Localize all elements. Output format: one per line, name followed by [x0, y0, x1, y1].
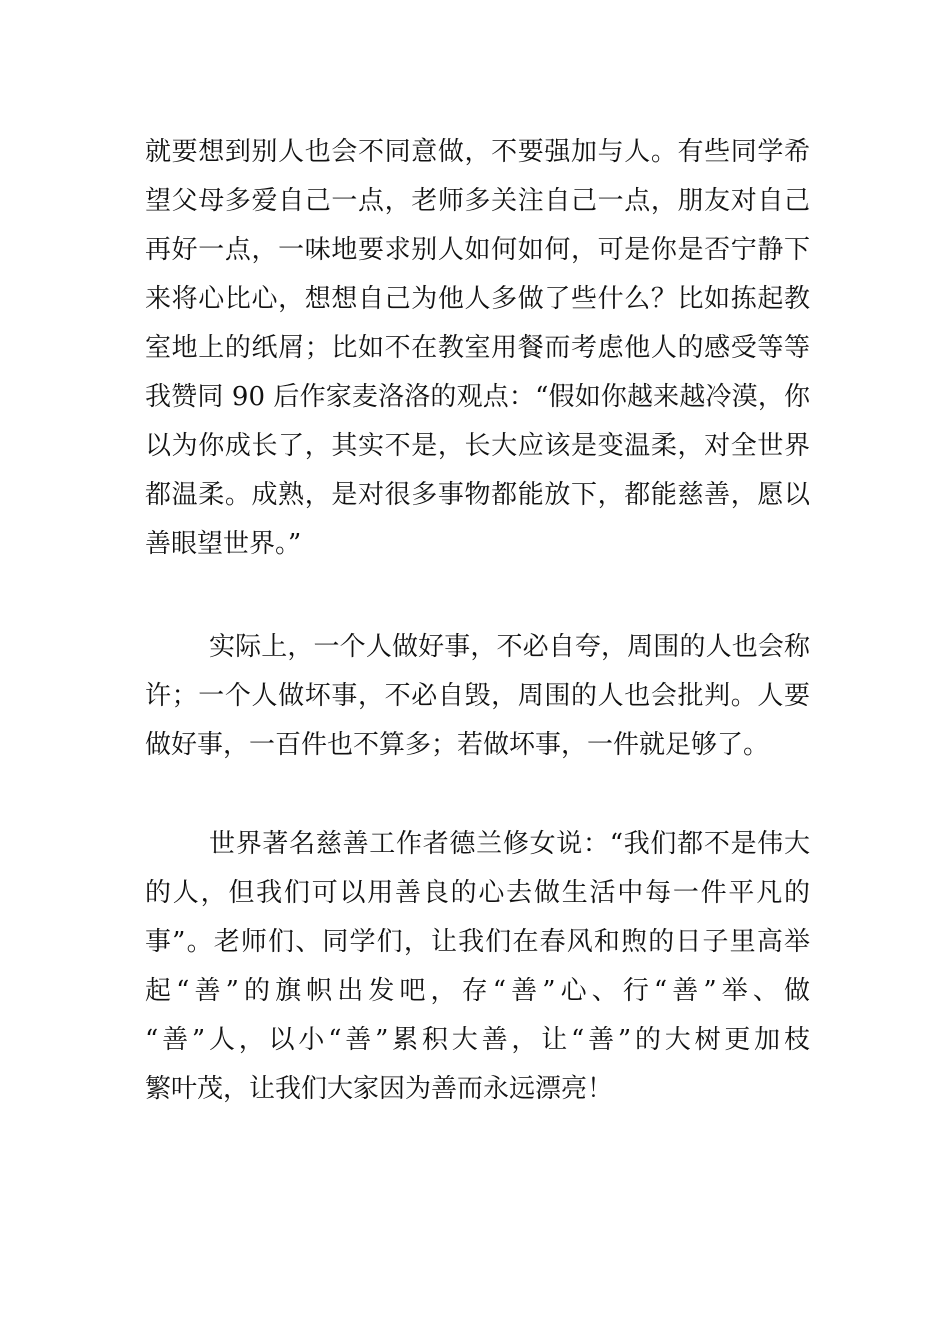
paragraph-2 — [145, 623, 810, 770]
text-line: 的人，但我们可以用善良的心去做生活中每一件平凡的 — [145, 878, 810, 908]
text-line: 再好一点，一味地要求别人如何如何，可是你是否宁静下 — [145, 235, 810, 265]
text-line: 实际上，一个人做好事，不必自夸，周围的人也会称 — [209, 632, 810, 662]
text-line: 繁叶茂，让我们大家因为善而永远漂亮！ — [145, 1074, 614, 1104]
text-line: 以为你成长了，其实不是，长大应该是变温柔，对全世界 — [145, 431, 810, 461]
text-line: 许；一个人做坏事，不必自毁，周围的人也会批判。人要 — [145, 681, 810, 711]
text-line: 做好事，一百件也不算多；若做坏事，一件就足够了。 — [145, 730, 770, 760]
paragraph-3 — [145, 820, 810, 1114]
text-line: 起“善”的旗帜出发吧，存“善”心、行“善”举、做 — [145, 976, 810, 1006]
text-line: 世界著名慈善工作者德兰修女说：“我们都不是伟大 — [209, 829, 810, 859]
text-line: “善”人，以小“善”累积大善，让“善”的大树更加枝 — [145, 1025, 810, 1055]
text-line: 事”。老师们、同学们，让我们在春风和煦的日子里高举 — [145, 927, 810, 957]
text-line: 我赞同 90 后作家麦洛洛的观点：“假如你越来越冷漠，你 — [145, 382, 810, 412]
text-line: 来将心比心，想想自己为他人多做了些什么？比如拣起教 — [145, 284, 810, 314]
text-line: 善眼望世界。” — [145, 529, 302, 559]
text-line: 望父母多爱自己一点，老师多关注自己一点，朋友对自己 — [145, 186, 810, 216]
text-line: 就要想到别人也会不同意做，不要强加与人。有些同学希 — [145, 137, 810, 167]
text-line: 都温柔。成熟，是对很多事物都能放下，都能慈善，愿以 — [145, 480, 810, 510]
paragraph-1 — [145, 128, 810, 569]
text-line: 室地上的纸屑；比如不在教室用餐而考虑他人的感受等等 — [145, 333, 810, 363]
